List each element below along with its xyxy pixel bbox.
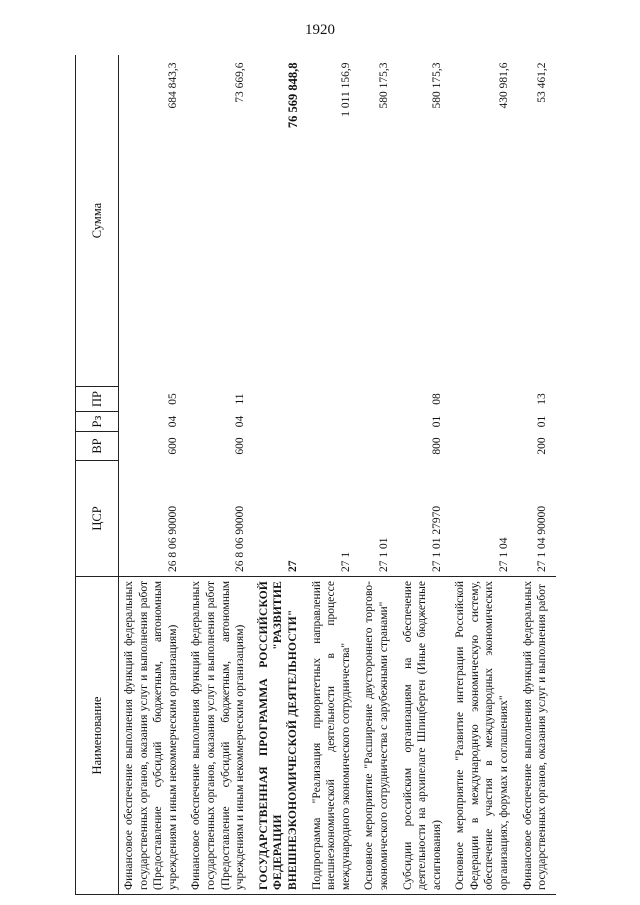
row-vr [307, 432, 360, 461]
header-pr: ПР [76, 387, 119, 412]
row-rz: 01 [536, 415, 549, 428]
row-name: Финансовое обеспечение выполнения функций федеральных государственных органов, оказания услуг и выполнения работ (Предоставление субсидий бюджетным, автономным учреждениям и иным некоммерческим организациям) [186, 577, 253, 895]
row-vr [359, 432, 397, 461]
row-pr [450, 387, 517, 412]
row-name: Основное мероприятие "Расширение двустороннего торгово-экономического сотрудничества с зарубежными странами" [359, 577, 397, 895]
table-header-row [76, 55, 119, 895]
row-rz [254, 412, 307, 432]
table-row [119, 55, 187, 895]
row-name: Субсидии российским организациям на обеспечение деятельности на архипелаге Шпицберген (Иные бюджетные ассигнования) [398, 577, 451, 895]
row-csr: 26 8 06 90000 [166, 505, 179, 572]
row-pr: 08 [430, 393, 443, 405]
row-csr: 26 8 06 90000 [234, 505, 247, 572]
row-sum: 53 461,2 [536, 62, 549, 103]
rotated-table-container [75, 55, 605, 895]
row-vr: 800 [430, 437, 443, 455]
row-csr: 27 1 01 [377, 537, 390, 572]
row-rz: 04 [234, 415, 247, 428]
row-csr: 27 1 01 27970 [430, 505, 443, 572]
row-name: Финансовое обеспечение выполнения функций федеральных государственных органов, оказания услуг и выполнения работ (Предоставление субсидий бюджетным, автономным учреждениям и иным некоммерческим организациям) [119, 577, 187, 895]
table-row [398, 55, 451, 895]
table-row-program [254, 55, 307, 895]
table-row [359, 55, 397, 895]
row-vr: 600 [166, 437, 179, 455]
row-pr [359, 387, 397, 412]
row-rz: 04 [166, 415, 179, 428]
row-name: Подпрограмма "Реализация приоритетных направлений внешнеэкономической деятельности в процессе международного экономического сотрудничества" [307, 577, 360, 895]
row-pr: 11 [234, 393, 247, 405]
row-sum: 684 843,3 [166, 62, 179, 109]
row-pr [254, 387, 307, 412]
header-name: Наименование [76, 577, 119, 895]
row-csr: 27 1 [339, 551, 352, 572]
table-row [450, 55, 517, 895]
row-rz [450, 412, 517, 432]
row-sum: 580 175,3 [430, 62, 443, 109]
row-vr: 600 [234, 437, 247, 455]
row-csr: 27 [286, 560, 299, 572]
row-sum: 580 175,3 [377, 62, 390, 109]
row-name: Основное мероприятие "Развитие интеграции Российской Федерации в международную экономическую систему, обеспечение участия в международных экономических организациях, форумах и соглашениях" [450, 577, 517, 895]
row-vr: 200 [536, 437, 549, 455]
budget-table [75, 55, 556, 895]
header-vr: ВР [76, 432, 119, 461]
row-sum: 76 569 848,8 [285, 62, 300, 129]
row-rz [307, 412, 360, 432]
header-csr: ЦСР [76, 461, 119, 577]
row-vr [254, 432, 307, 461]
row-sum: 73 669,6 [234, 62, 247, 103]
row-name: Финансовое обеспечение выполнения функций федеральных государственных органов, оказания услуг и выполнения работ [518, 577, 556, 895]
row-pr [307, 387, 360, 412]
row-pr: 13 [536, 393, 549, 405]
row-csr: 27 1 04 90000 [536, 505, 549, 572]
row-pr: 05 [166, 393, 179, 405]
page-number: 1920 [305, 22, 335, 38]
row-rz [359, 412, 397, 432]
header-rz: Рз [76, 412, 119, 432]
row-name: ГОСУДАРСТВЕННАЯ ПРОГРАММА РОССИЙСКОЙ ФЕДЕРАЦИИ "РАЗВИТИЕ ВНЕШНЕЭКОНОМИЧЕСКОЙ ДЕЯТЕЛЬНОСТИ" [254, 577, 307, 895]
header-sum: Сумма [76, 55, 119, 387]
table-row [518, 55, 556, 895]
row-rz: 01 [430, 415, 443, 428]
table-row [307, 55, 360, 895]
table-row [186, 55, 253, 895]
row-csr: 27 1 04 [498, 537, 511, 572]
row-sum: 1 011 156,9 [339, 62, 352, 117]
row-sum: 430 981,6 [498, 62, 511, 109]
row-vr [450, 432, 517, 461]
rotated-table-frame [75, 55, 605, 895]
